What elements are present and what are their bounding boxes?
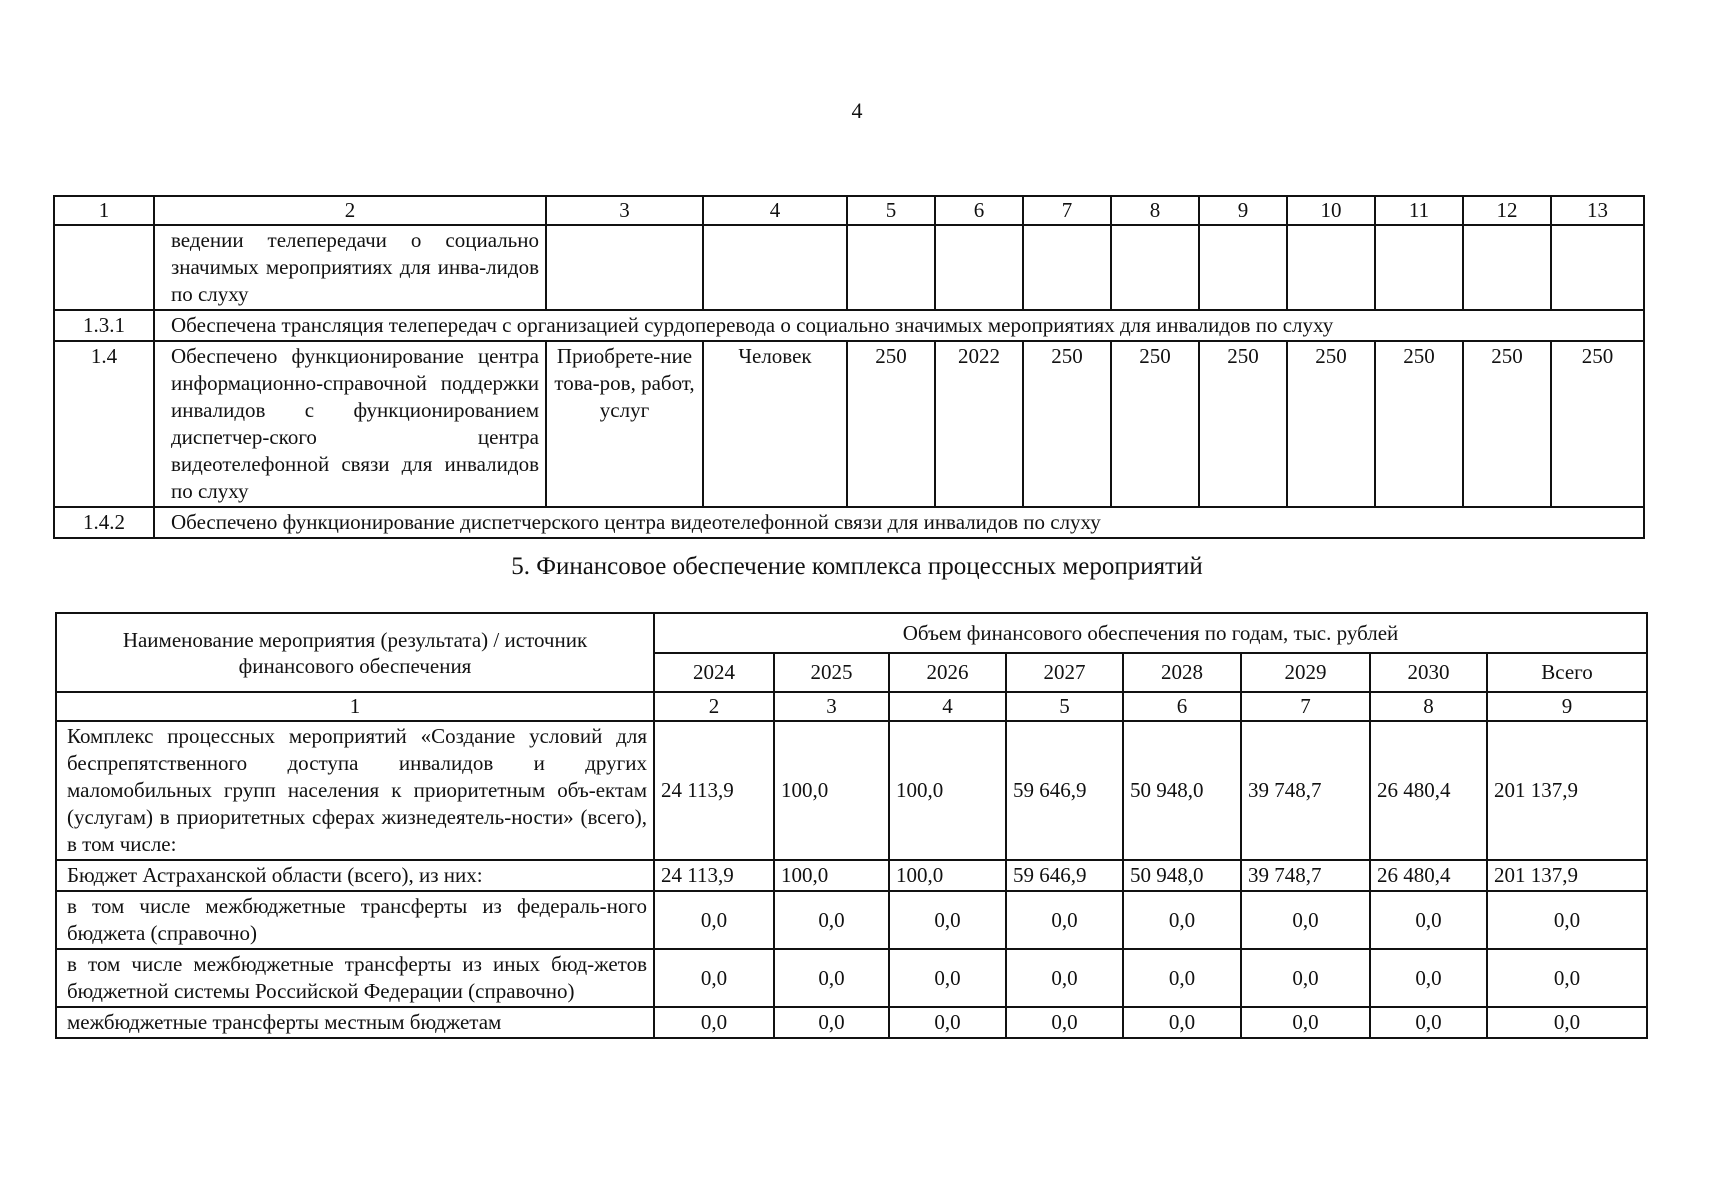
- financing-table: [55, 612, 1648, 1039]
- col-number: 7: [1241, 692, 1370, 721]
- empty-cell: [1199, 225, 1287, 310]
- year-header: 2025: [774, 653, 889, 693]
- row-value: 0,0: [654, 891, 774, 949]
- column-numbers-row: [56, 692, 1647, 721]
- table-row: [54, 507, 1644, 538]
- row-number: 1.3.1: [54, 310, 154, 341]
- col-number: 4: [889, 692, 1006, 721]
- row-text: Обеспечено функционирование диспетчерского центра видеотелефонной связи для инвалидов по слуху: [154, 507, 1644, 538]
- row-value: 250: [847, 341, 935, 507]
- table-row: [56, 860, 1647, 891]
- year-header: 2030: [1370, 653, 1487, 693]
- row-value: 250: [1375, 341, 1463, 507]
- row-value: 0,0: [889, 949, 1006, 1007]
- page-number: 4: [851, 98, 863, 123]
- table-row: [54, 310, 1644, 341]
- volume-header: Объем финансового обеспечения по годам, тыс. рублей: [654, 613, 1647, 653]
- row-value: 0,0: [654, 949, 774, 1007]
- col-number: 6: [935, 196, 1023, 225]
- col-number: 8: [1111, 196, 1199, 225]
- row-value: 250: [1023, 341, 1111, 507]
- empty-cell: [703, 225, 847, 310]
- row-value: 26 480,4: [1370, 721, 1487, 860]
- row-value: 0,0: [1123, 1007, 1241, 1038]
- col-number: 1: [54, 196, 154, 225]
- row-value: 24 113,9: [654, 860, 774, 891]
- row-value: 0,0: [1123, 891, 1241, 949]
- empty-cell: [847, 225, 935, 310]
- row-value: 250: [1463, 341, 1551, 507]
- row-value: 201 137,9: [1487, 721, 1647, 860]
- row-value: 59 646,9: [1006, 860, 1123, 891]
- row-value: 0,0: [889, 1007, 1006, 1038]
- col-number: 3: [774, 692, 889, 721]
- empty-cell: [1023, 225, 1111, 310]
- empty-cell: [935, 225, 1023, 310]
- row-name: Комплекс процессных мероприятий «Создание условий для беспрепятственного доступа инвалидов и других маломобильных групп населения к приоритетным объ-ектам (услугам) в приоритетных сферах жизнедеятель-ности» (всего), в том числе:: [56, 721, 654, 860]
- row-value: 0,0: [1006, 949, 1123, 1007]
- col-number: 4: [703, 196, 847, 225]
- col-number: 6: [1123, 692, 1241, 721]
- row-value: 0,0: [1370, 1007, 1487, 1038]
- row-value: 100,0: [774, 860, 889, 891]
- row-value: 26 480,4: [1370, 860, 1487, 891]
- empty-cell: [54, 225, 154, 310]
- row-name: в том числе межбюджетные трансферты из иных бюд-жетов бюджетной системы Российской Федерации (справочно): [56, 949, 654, 1007]
- row-value: 0,0: [1241, 1007, 1370, 1038]
- col-number: 8: [1370, 692, 1487, 721]
- empty-cell: [1287, 225, 1375, 310]
- row-value: 24 113,9: [654, 721, 774, 860]
- row-text: Обеспечена трансляция телепередач с организацией сурдоперевода о социально значимых мероприятиях для инвалидов по слуху: [154, 310, 1644, 341]
- row-value: 2022: [935, 341, 1023, 507]
- row-value: 0,0: [1241, 891, 1370, 949]
- col-number: 1: [56, 692, 654, 721]
- col-number: 11: [1375, 196, 1463, 225]
- empty-cell: [1463, 225, 1551, 310]
- col-number: 12: [1463, 196, 1551, 225]
- row-name: межбюджетные трансферты местным бюджетам: [56, 1007, 654, 1038]
- results-table: [53, 195, 1645, 539]
- table-row: [56, 1007, 1647, 1038]
- section-title: 5. Финансовое обеспечение комплекса процессных мероприятий: [511, 553, 1203, 580]
- col-number: 3: [546, 196, 703, 225]
- row-text: ведении телепередачи о социально значимых мероприятиях для инва-лидов по слуху: [154, 225, 546, 310]
- row-value: 100,0: [889, 721, 1006, 860]
- row-unit: Человек: [703, 341, 847, 507]
- row-value: 39 748,7: [1241, 721, 1370, 860]
- col-number: 5: [847, 196, 935, 225]
- row-value: 100,0: [774, 721, 889, 860]
- table-header-row: [56, 613, 1647, 653]
- table-row: [56, 891, 1647, 949]
- row-value: 0,0: [1241, 949, 1370, 1007]
- row-value: 0,0: [1370, 949, 1487, 1007]
- row-name: в том числе межбюджетные трансферты из федераль-ного бюджета (справочно): [56, 891, 654, 949]
- row-value: 0,0: [774, 1007, 889, 1038]
- table-row: [54, 225, 1644, 310]
- year-header: 2028: [1123, 653, 1241, 693]
- row-value: 0,0: [1123, 949, 1241, 1007]
- row-name: Бюджет Астраханской области (всего), из них:: [56, 860, 654, 891]
- row-value: 250: [1111, 341, 1199, 507]
- row-value: 59 646,9: [1006, 721, 1123, 860]
- row-value: 250: [1199, 341, 1287, 507]
- row-value: 39 748,7: [1241, 860, 1370, 891]
- col-number: 5: [1006, 692, 1123, 721]
- row-value: 0,0: [1487, 891, 1647, 949]
- row-number: 1.4: [54, 341, 154, 507]
- col-number: 2: [154, 196, 546, 225]
- row-value: 0,0: [1487, 1007, 1647, 1038]
- row-text: Обеспечено функционирование центра информационно-справочной поддержки инвалидов с функционированием диспетчер-ского центра видеотелефонной связи для инвалидов по слуху: [154, 341, 546, 507]
- row-value: 250: [1287, 341, 1375, 507]
- row-value: 0,0: [774, 949, 889, 1007]
- table-row: [54, 341, 1644, 507]
- col-number: 10: [1287, 196, 1375, 225]
- row-value: 0,0: [1487, 949, 1647, 1007]
- col-number: 9: [1199, 196, 1287, 225]
- table-header-row: [54, 196, 1644, 225]
- row-value: 50 948,0: [1123, 721, 1241, 860]
- year-header: Всего: [1487, 653, 1647, 693]
- row-value: 0,0: [1370, 891, 1487, 949]
- empty-cell: [1551, 225, 1644, 310]
- table-row: [56, 949, 1647, 1007]
- table-row: [56, 721, 1647, 860]
- row-type: Приобрете-ние това-ров, работ, услуг: [546, 341, 703, 507]
- year-header: 2029: [1241, 653, 1370, 693]
- row-value: 100,0: [889, 860, 1006, 891]
- row-value: 0,0: [1006, 1007, 1123, 1038]
- row-value: 0,0: [1006, 891, 1123, 949]
- empty-cell: [546, 225, 703, 310]
- row-value: 0,0: [654, 1007, 774, 1038]
- year-header: 2026: [889, 653, 1006, 693]
- col-number: 13: [1551, 196, 1644, 225]
- col-number: 9: [1487, 692, 1647, 721]
- year-header: 2027: [1006, 653, 1123, 693]
- row-value: 0,0: [774, 891, 889, 949]
- name-header: Наименование мероприятия (результата) / источник финансового обеспечения: [56, 613, 654, 692]
- row-value: 250: [1551, 341, 1644, 507]
- row-value: 0,0: [889, 891, 1006, 949]
- col-number: 7: [1023, 196, 1111, 225]
- empty-cell: [1111, 225, 1199, 310]
- row-value: 50 948,0: [1123, 860, 1241, 891]
- year-header: 2024: [654, 653, 774, 693]
- row-value: 201 137,9: [1487, 860, 1647, 891]
- col-number: 2: [654, 692, 774, 721]
- empty-cell: [1375, 225, 1463, 310]
- row-number: 1.4.2: [54, 507, 154, 538]
